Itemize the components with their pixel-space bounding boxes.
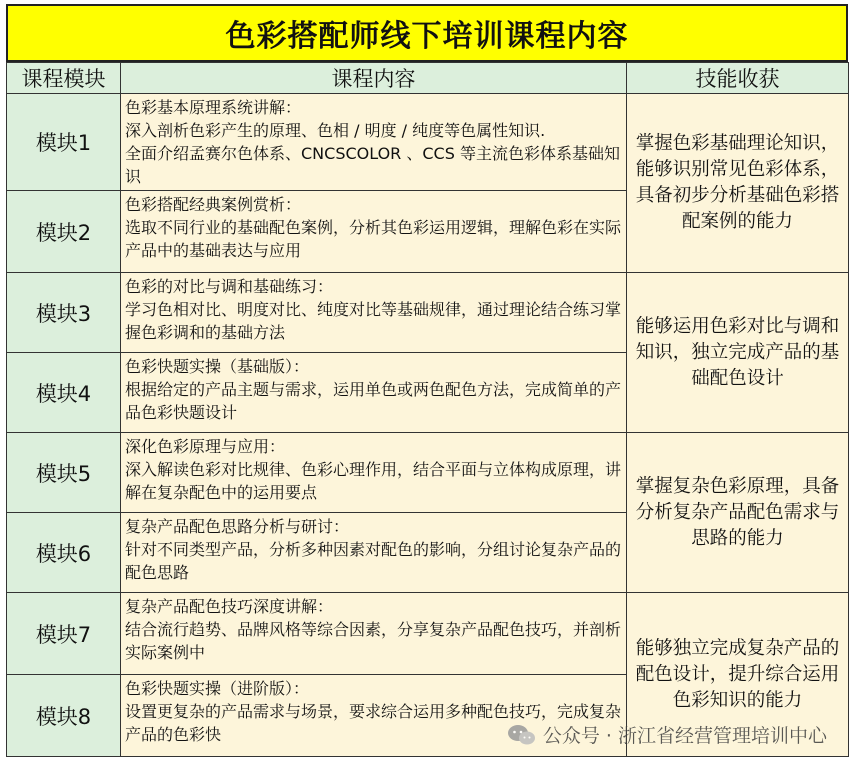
module-name: 模块6 <box>7 513 121 593</box>
content-heading: 色彩基本原理系统讲解： <box>125 98 302 117</box>
watermark-text: 公众号 · 浙江省经营管理培训中心 <box>542 725 827 747</box>
content-line: 全面介绍孟赛尔色体系、CNCSCOLOR 、CCS 等主流色彩体系基础知识 <box>125 144 620 186</box>
module-content <box>121 273 627 353</box>
content-line: 针对不同类型产品，分析多种因素对配色的影响，分组讨论复杂产品的配色思路 <box>125 540 622 582</box>
module-name: 模块3 <box>7 273 121 353</box>
header-module: 课程模块 <box>7 63 121 94</box>
page-title: 色彩搭配师线下培训课程内容 <box>6 4 848 62</box>
skill-cell: 能够运用色彩对比与调和知识，独立完成产品的基础配色设计 <box>627 273 849 433</box>
module-name: 模块1 <box>7 94 121 191</box>
content-heading: 复杂产品配色思路分析与研讨： <box>125 517 350 536</box>
content-heading: 深化色彩原理与应用： <box>125 437 286 456</box>
content-heading: 色彩的对比与调和基础练习： <box>125 277 334 296</box>
module-name: 模块5 <box>7 433 121 513</box>
course-sheet <box>6 4 848 757</box>
module-name: 模块2 <box>7 191 121 273</box>
content-line: 根据给定的产品主题与需求，运用单色或两色配色方法，完成简单的产品色彩快题设计 <box>125 380 622 422</box>
content-line: 结合流行趋势、品牌风格等综合因素，分享复杂产品配色技巧，并剖析实际案例中 <box>125 620 622 662</box>
table-row <box>7 593 849 675</box>
module-content <box>121 513 627 593</box>
table-row <box>7 94 849 191</box>
module-name: 模块4 <box>7 353 121 433</box>
content-line: 设置更复杂的产品需求与场景，要求综合运用多种配色技巧，完成复杂产品的色彩快 <box>125 702 622 744</box>
content-heading: 色彩快题实操（基础版）： <box>125 357 310 376</box>
content-line: 学习色相对比、明度对比、纯度对比等基础规律，通过理论结合练习掌握色彩调和的基础方法 <box>125 300 622 342</box>
table-row <box>7 433 849 513</box>
module-name: 模块8 <box>7 675 121 757</box>
content-line: 深入剖析色彩产生的原理、色相 / 明度 / 纯度等色属性知识. <box>125 121 546 140</box>
header-skill: 技能收获 <box>627 63 849 94</box>
table-row <box>7 273 849 353</box>
watermark <box>507 721 827 748</box>
module-content <box>121 433 627 513</box>
wechat-icon <box>507 724 537 746</box>
skill-cell: 能够独立完成复杂产品的配色设计，提升综合运用色彩知识的能力 <box>627 593 849 757</box>
content-heading: 复杂产品配色技巧深度讲解： <box>125 597 334 616</box>
course-table <box>6 62 849 757</box>
content-line: 深入解读色彩对比规律、色彩心理作用，结合平面与立体构成原理，讲解在复杂配色中的运用要点 <box>125 460 622 502</box>
header-row <box>7 63 849 94</box>
module-content <box>121 353 627 433</box>
module-content <box>121 94 627 191</box>
content-heading: 色彩快题实操（进阶版）： <box>125 679 310 698</box>
content-heading: 色彩搭配经典案例赏析： <box>125 195 302 214</box>
content-line: 选取不同行业的基础配色案例，分析其色彩运用逻辑，理解色彩在实际产品中的基础表达与应用 <box>125 218 622 260</box>
skill-cell: 掌握色彩基础理论知识，能够识别常见色彩体系，具备初步分析基础色彩搭配案例的能力 <box>627 94 849 273</box>
module-name: 模块7 <box>7 593 121 675</box>
module-content <box>121 593 627 675</box>
header-content: 课程内容 <box>121 63 627 94</box>
module-content <box>121 191 627 273</box>
skill-cell: 掌握复杂色彩原理，具备分析复杂产品配色需求与思路的能力 <box>627 433 849 593</box>
